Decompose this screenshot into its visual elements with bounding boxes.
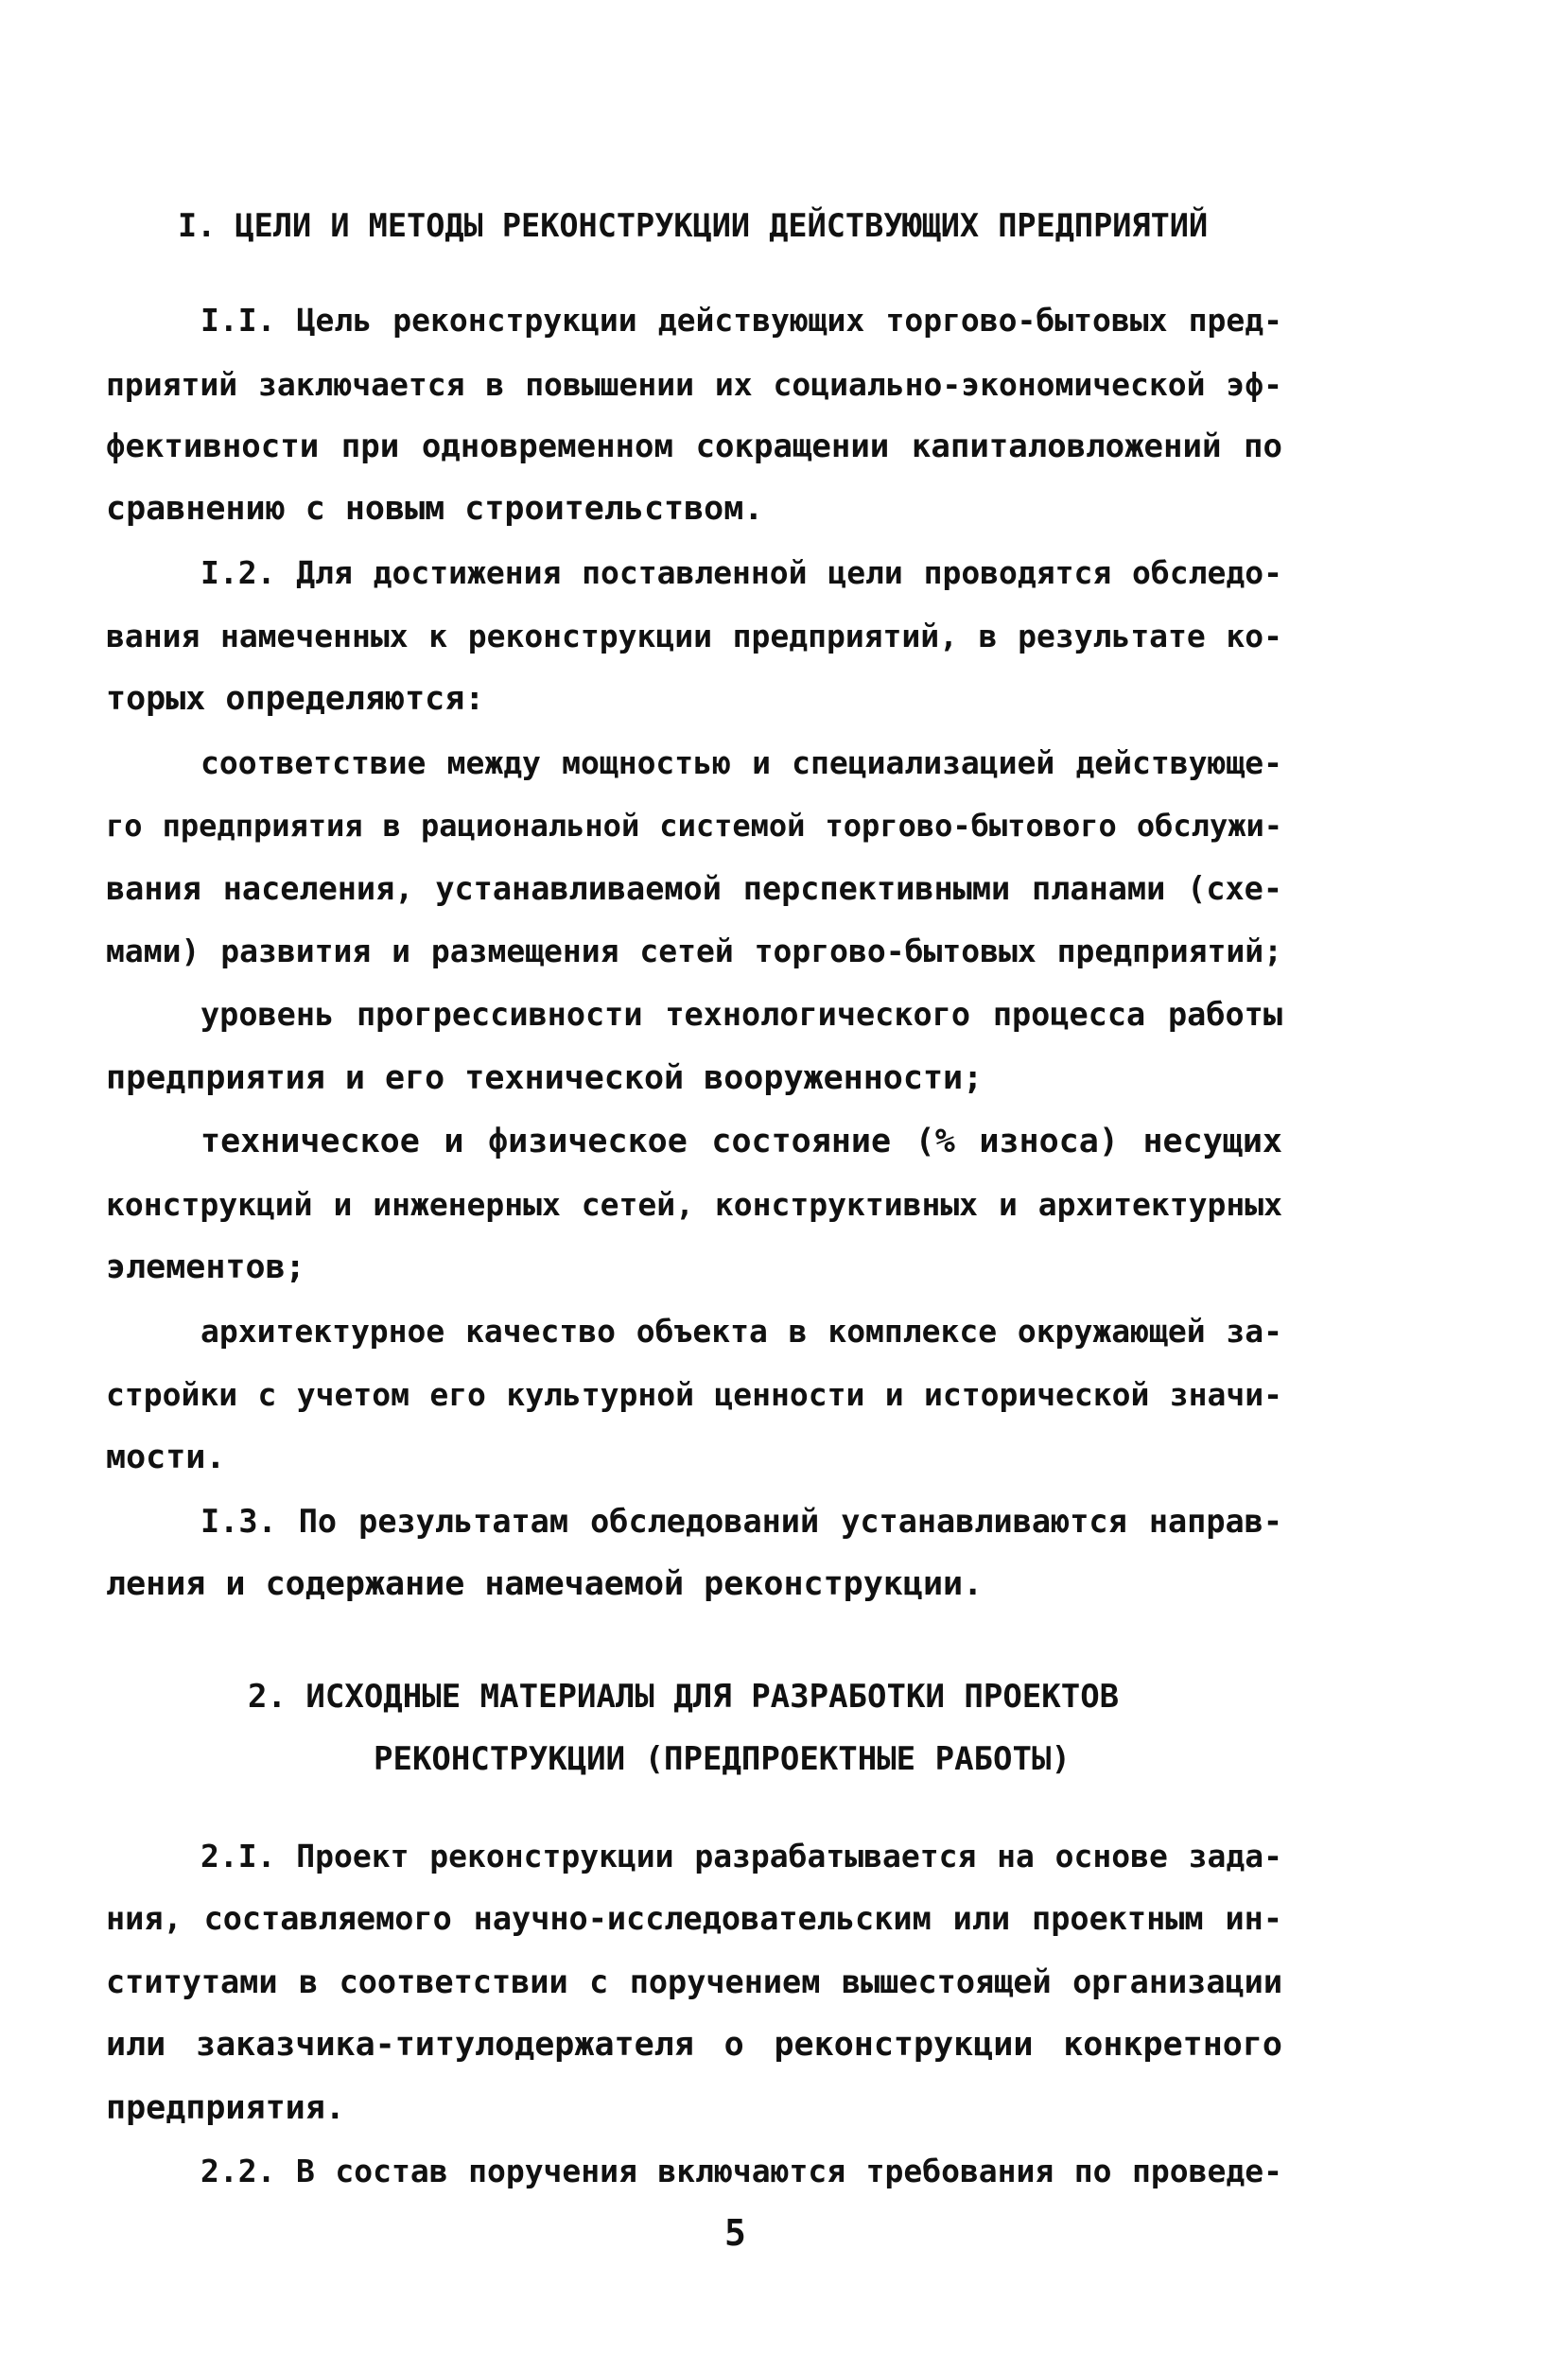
text-line: сравнению с новым строительством. xyxy=(106,490,764,528)
text-line: техническое и физическое состояние (% износа) несущих xyxy=(200,1123,1282,1160)
text-line: архитектурное качество объекта в комплексе окружающей за- xyxy=(200,1313,1282,1350)
text-line: ститутами в соответствии с поручением вышестоящей организации xyxy=(106,1963,1282,2000)
text-line: го предприятия в рациональной системой торгово-бытового обслужи- xyxy=(106,808,1282,844)
section-2-title-line-1: 2. ИСХОДНЫЕ МАТЕРИАЛЫ ДЛЯ РАЗРАБОТКИ ПРОЕКТОВ xyxy=(248,1678,1120,1716)
page-number: 5 xyxy=(724,2212,746,2254)
text-line: фективности при одновременном сокращении капиталовложений по xyxy=(106,427,1282,465)
text-line: соответствие между мощностью и специализацией действующе- xyxy=(200,744,1282,781)
text-line: мости. xyxy=(106,1439,226,1476)
text-line: ния, составляемого научно-исследовательским или проектным ин- xyxy=(106,1900,1282,1937)
text-line: вания намеченных к реконструкции предприятий, в результате ко- xyxy=(106,618,1282,654)
text-line: приятий заключается в повышении их социально-экономической эф- xyxy=(106,366,1282,403)
text-line: 2.2. В состав поручения включаются требования по проведе- xyxy=(200,2153,1282,2189)
text-line: I.2. Для достижения поставленной цели проводятся обследо- xyxy=(200,554,1282,591)
text-line: конструкций и инженерных сетей, конструктивных и архитектурных xyxy=(106,1186,1282,1223)
section-2-title-line-2: РЕКОНСТРУКЦИИ (ПРЕДПРОЕКТНЫЕ РАБОТЫ) xyxy=(374,1740,1071,1778)
text-line: мами) развития и размещения сетей торгово-бытовых предприятий; xyxy=(106,933,1282,969)
text-line: вания населения, устанавливаемой перспективными планами (схе- xyxy=(106,870,1282,907)
text-line: предприятия и его технической вооруженности; xyxy=(106,1059,984,1097)
text-line: торых определяются: xyxy=(106,680,485,718)
text-line: элементов; xyxy=(106,1248,305,1286)
text-line: I.3. По результатам обследований устанавливаются направ- xyxy=(200,1503,1282,1540)
text-line: или заказчика-титулодержателя о реконструкции конкретного xyxy=(106,2026,1282,2064)
text-line: предприятия. xyxy=(106,2089,345,2127)
text-line: уровень прогрессивности технологического процесса работы xyxy=(200,996,1282,1033)
text-line: I.I. Цель реконструкции действующих торгово-бытовых пред- xyxy=(200,302,1282,339)
text-line: ления и содержание намечаемой реконструкции. xyxy=(106,1565,984,1603)
text-line: 2.I. Проект реконструкции разрабатывается на основе зада- xyxy=(200,1838,1282,1874)
text-line: стройки с учетом его культурной ценности и исторической значи- xyxy=(106,1376,1282,1413)
section-1-title: I. ЦЕЛИ И МЕТОДЫ РЕКОНСТРУКЦИИ ДЕЙСТВУЮЩИХ ПРЕДПРИЯТИЙ xyxy=(178,207,1209,244)
